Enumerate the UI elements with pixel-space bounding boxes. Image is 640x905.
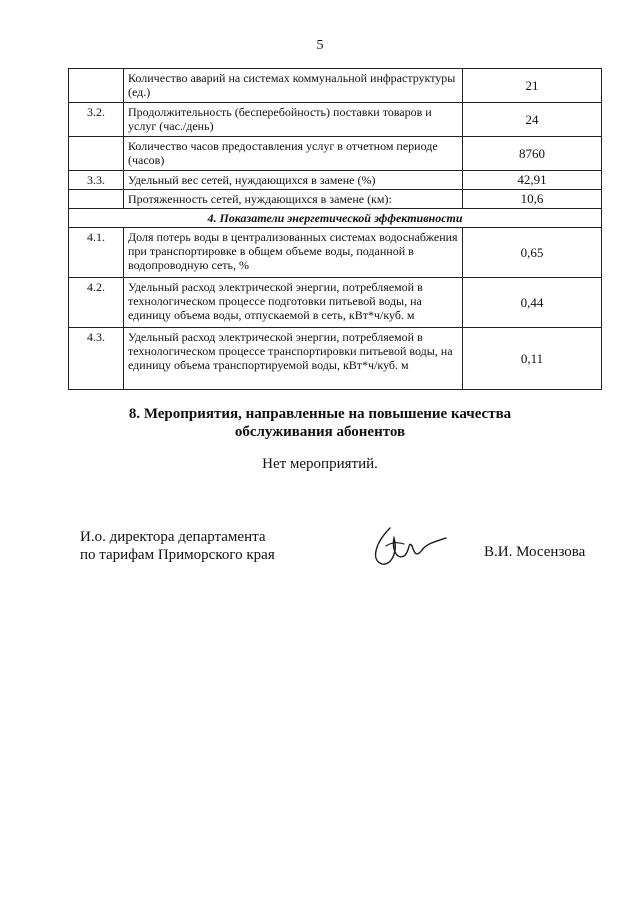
table-row [69, 228, 602, 278]
no-actions-text: Нет мероприятий. [262, 456, 378, 472]
table-row [69, 69, 602, 103]
row-number: 4.2. [69, 278, 124, 328]
table-row [69, 190, 602, 209]
signer-title-line-1: И.о. директора департамента [80, 529, 266, 545]
row-value: 10,6 [463, 190, 602, 209]
row-description: Удельный расход электрической энергии, потребляемой в технологическом процессе транспортировки питьевой воды, на единицу объема транспортируемой воды, кВт*ч/куб. м [124, 328, 463, 390]
row-value: 8760 [463, 137, 602, 171]
row-number: 3.3. [69, 171, 124, 190]
indicators-table [68, 68, 602, 390]
table-row [69, 328, 602, 390]
heading-line-2: обслуживания абонентов [234, 424, 406, 440]
signer-title [80, 528, 275, 564]
table-row [69, 137, 602, 171]
row-value: 0,11 [463, 328, 602, 390]
handwritten-signature [368, 520, 448, 575]
row-value: 0,65 [463, 228, 602, 278]
row-value: 0,44 [463, 278, 602, 328]
signer-title-line-2: по тарифам Приморского края [80, 547, 275, 563]
row-description: Удельный расход электрической энергии, потребляемой в технологическом процессе подготовки питьевой воды, на единицу объема воды, отпускаемой в сеть, кВт*ч/куб. м [124, 278, 463, 328]
row-number: 4.1. [69, 228, 124, 278]
signer-name: В.И. Мосензова [484, 544, 586, 560]
table-row [69, 171, 602, 190]
row-description: Количество аварий на системах коммунальной инфраструктуры (ед.) [124, 69, 463, 103]
row-value: 24 [463, 103, 602, 137]
page-number: 5 [316, 38, 324, 53]
row-value: 42,91 [463, 171, 602, 190]
row-description: Продолжительность (бесперебойность) поставки товаров и услуг (час./день) [124, 103, 463, 137]
row-description: Количество часов предоставления услуг в отчетном периоде (часов) [124, 137, 463, 171]
row-number [69, 69, 124, 103]
row-description: Удельный вес сетей, нуждающихся в замене (%) [124, 171, 463, 190]
heading-line-1: 8. Мероприятия, направленные на повышение качества [128, 406, 512, 422]
table-row [69, 103, 602, 137]
section-title: 4. Показатели энергетической эффективности [69, 209, 602, 228]
row-description: Доля потерь воды в централизованных системах водоснабжения при транспортировке в общем объеме воды, поданной в водопроводную сеть, % [124, 228, 463, 278]
row-number [69, 137, 124, 171]
row-number [69, 190, 124, 209]
row-number: 3.2. [69, 103, 124, 137]
table-row [69, 278, 602, 328]
row-value: 21 [463, 69, 602, 103]
section-row [69, 209, 602, 228]
row-description: Протяженность сетей, нуждающихся в замене (км): [124, 190, 463, 209]
section-8-heading [0, 405, 640, 441]
row-number: 4.3. [69, 328, 124, 390]
